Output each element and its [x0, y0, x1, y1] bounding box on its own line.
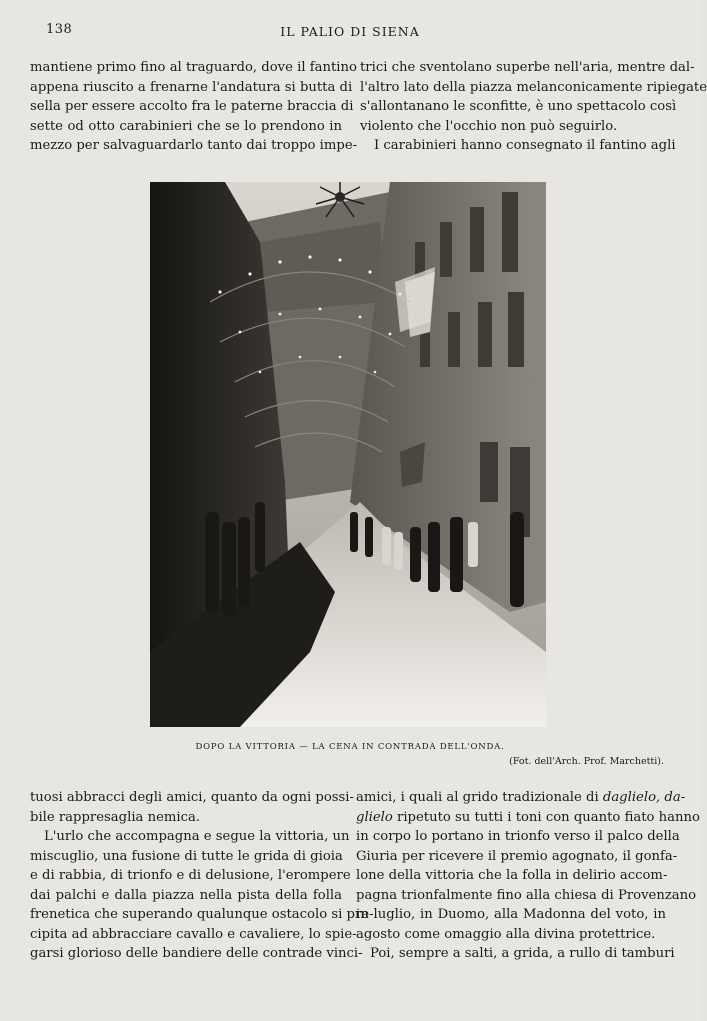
figure-caption: DOPO LA VITTORIA — LA CENA IN CONTRADA DELL'ONDA. — [195, 742, 505, 752]
text-line: bile rappresaglia nemica. — [30, 809, 201, 825]
photo-credit: (Fot. dell'Arch. Prof. Marchetti). — [509, 756, 664, 767]
text-line: mantiene primo fino al traguardo, dove il fantino — [30, 60, 357, 75]
text-line: tuosi abbracci degli amici, quanto da ogni possi- — [30, 790, 354, 805]
text-line: e di rabbia, di trionfo e di delusione, l'erompere — [30, 868, 351, 883]
text-line: sella per essere accolto fra le paterne braccia di — [30, 99, 354, 114]
text-line: L'urlo che accompagna e segue la vittoria, un — [44, 829, 350, 844]
text-column-bottom-left — [30, 788, 374, 964]
text-line: garsi glorioso delle bandiere delle contrade vinci- — [30, 946, 363, 961]
text-line: mezzo per salvaguardarlo tanto dai troppo impe- — [30, 138, 358, 153]
text-line: in corpo lo portano in trionfo verso il palco della — [356, 829, 680, 844]
italic-phrase: glielo — [356, 809, 393, 825]
text-line: glielo ripetuto su tutti i toni con quanto fiato hanno — [356, 809, 700, 825]
text-line: cipita ad abbracciare cavallo e cavaliere, lo spie- — [30, 926, 357, 942]
running-title: IL PALIO DI SIENA — [280, 24, 420, 39]
page-number: 138 — [46, 22, 73, 37]
text-line: dai palchi e dalla piazza nella pista della folla — [30, 887, 342, 903]
text-line: miscuglio, una fusione di tutte le grida di gioia — [30, 848, 343, 864]
street-photograph — [150, 182, 546, 727]
text-line: violento che l'occhio non può seguirlo. — [360, 118, 618, 134]
text-line: amici, i quali al grido tradizionale di daglielo, da- — [356, 790, 686, 805]
italic-phrase: daglielo, da- — [602, 790, 686, 805]
text-line: agosto come omaggio alla divina protettrice. — [356, 926, 656, 942]
text-line: lone della vittoria che la folla in delirio accom- — [356, 868, 668, 883]
text-line: Giuria per ricevere il premio agognato, il gonfa- — [356, 848, 678, 864]
text-line: appena riuscito a frenarne l'andatura si butta di — [30, 79, 353, 95]
text-line: Poi, sempre a salti, a grida, a rullo di tamburi — [370, 946, 675, 961]
page-header — [0, 22, 700, 42]
text-line: pagna trionfalmente fino alla chiesa di Provenzano — [356, 887, 697, 903]
text-column-bottom-right — [356, 788, 700, 964]
text-line: l'altro lato della piazza melanconicamente ripiegate — [360, 79, 707, 95]
text-line: trici che sventolano superbe nell'aria, mentre dal- — [360, 60, 695, 75]
text-line: in luglio, in Duomo, alla Madonna del voto, in — [356, 907, 666, 922]
text-column-top-left — [30, 58, 358, 156]
text-line: s'allontanano le sconfitte, è uno spettacolo così — [360, 99, 677, 114]
text-line: I carabinieri hanno consegnato il fantino agli — [374, 138, 676, 153]
text-line: frenetica che superando qualunque ostacolo si pre- — [30, 907, 374, 922]
text-column-top-right — [360, 58, 707, 156]
text-line: sette od otto carabinieri che se lo prendono in — [30, 118, 342, 134]
